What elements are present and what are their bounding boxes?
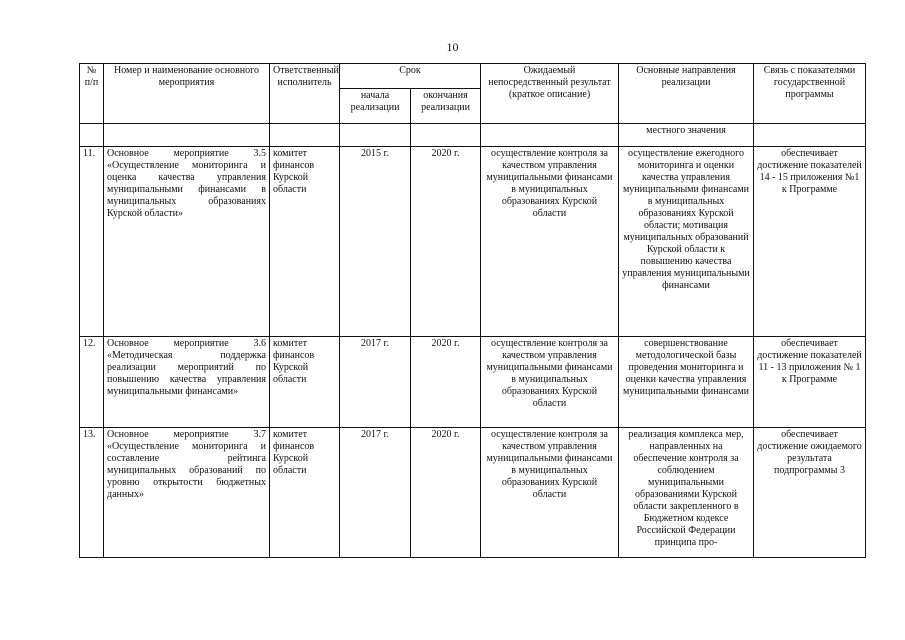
continuation-row: [80, 124, 866, 147]
row-directions: осуществление ежегодного мониторинга и оценки качества управления муниципальными финансами в муниципальных образованиях Курской области; мотивация муниципальных образований Курской области к повышению качества управления муниципальными финансами: [619, 147, 754, 337]
activities-table: [79, 63, 866, 558]
row-start: 2017 г.: [340, 337, 411, 428]
row-start: 2017 г.: [340, 428, 411, 558]
row-name: Основное мероприятие 3.7 «Осуществление мониторинга и составление рейтинга муниципальных образований по уровню открытости бюджетных данных»: [104, 428, 270, 558]
header-result: Ожидаемый непосредственный результат (краткое описание): [481, 64, 619, 124]
row-directions: совершенствование методологической базы проведения мониторинга и оценки качества управления муниципальными финансами: [619, 337, 754, 428]
cont-directions: местного значения: [619, 124, 754, 147]
cont-cell: [340, 124, 411, 147]
row-link: обеспечивает достижение ожидаемого результата подпрограммы 3: [754, 428, 866, 558]
row-num: 12.: [80, 337, 104, 428]
cont-cell: [104, 124, 270, 147]
header-num: № п/п: [80, 64, 104, 124]
table-row: [80, 147, 866, 337]
row-name: Основное мероприятие 3.5 «Осуществление мониторинга и оценка качества управления муниципальными финансами в муниципальных образованиях Курской области»: [104, 147, 270, 337]
row-name: Основное мероприятие 3.6 «Методическая поддержка реализации мероприятий по повышению качества управления муниципальными финансами»: [104, 337, 270, 428]
row-end: 2020 г.: [411, 147, 481, 337]
cont-cell: [270, 124, 340, 147]
table-row: [80, 337, 866, 428]
cont-cell: [754, 124, 866, 147]
row-responsible: комитет финансов Курской области: [270, 337, 340, 428]
row-link: обеспечивает достижение показателей 14 - 15 приложения №1 к Программе: [754, 147, 866, 337]
header-term: Срок: [340, 64, 481, 89]
header-term-start: начала реализации: [340, 89, 411, 124]
row-start: 2015 г.: [340, 147, 411, 337]
cont-cell: [481, 124, 619, 147]
row-result: осуществление контроля за качеством управления муниципальными финансами в муниципальных образованиях Курской области: [481, 337, 619, 428]
page-number: 10: [446, 40, 459, 54]
row-link: обеспечивает достижение показателей 11 - 13 приложения № 1 к Программе: [754, 337, 866, 428]
row-result: осуществление контроля за качеством управления муниципальными финансами в муниципальных образованиях Курской области: [481, 428, 619, 558]
header-row: [80, 64, 866, 89]
header-link: Связь с показателями государственной программы: [754, 64, 866, 124]
header-directions: Основные направления реализации: [619, 64, 754, 124]
row-num: 13.: [80, 428, 104, 558]
cont-cell: [411, 124, 481, 147]
row-num: 11.: [80, 147, 104, 337]
row-responsible: комитет финансов Курской области: [270, 428, 340, 558]
row-responsible: комитет финансов Курской области: [270, 147, 340, 337]
header-term-end: окончания реализации: [411, 89, 481, 124]
header-name: Номер и наименование основного мероприятия: [104, 64, 270, 124]
row-directions: реализация комплекса мер, направленных на обеспечение контроля за соблюдением муниципальными образованиями Курской области закрепленного в Бюджетном кодексе Российской Федерации принципа про-: [619, 428, 754, 558]
row-end: 2020 г.: [411, 428, 481, 558]
table-row: [80, 428, 866, 558]
row-end: 2020 г.: [411, 337, 481, 428]
cont-cell: [80, 124, 104, 147]
header-responsible: Ответственный исполнитель: [270, 64, 340, 124]
row-result: осуществление контроля за качеством управления муниципальными финансами в муниципальных образованиях Курской области: [481, 147, 619, 337]
